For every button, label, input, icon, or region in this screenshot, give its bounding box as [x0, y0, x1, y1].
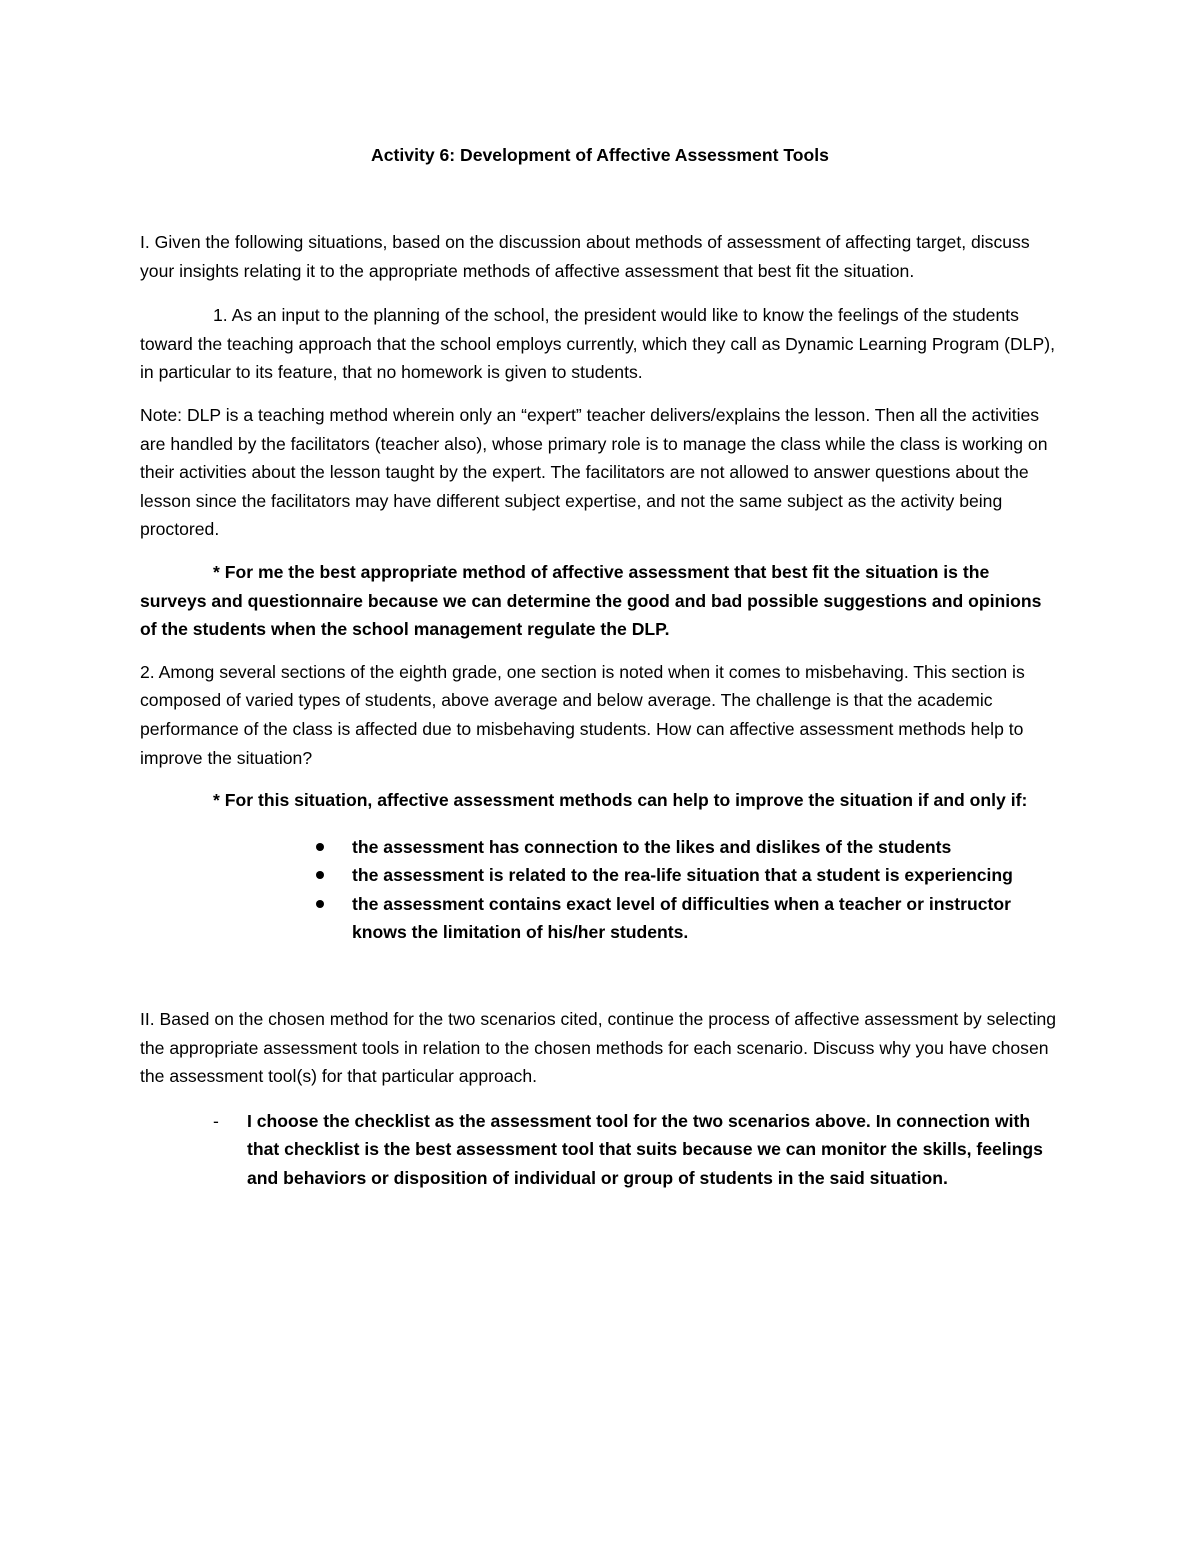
section2-intro: II. Based on the chosen method for the two scenarios cited, continue the process of affective assessment by selecting the appropriate assessment tools in relation to the chosen methods for each scenario. Discuss why you have chosen the assessment tool(s) for that particular approach. — [140, 1009, 1057, 1087]
bullet-icon — [316, 900, 324, 908]
bullet-icon — [316, 843, 324, 851]
list-item-text: the assessment has connection to the likes and dislikes of the students — [352, 836, 952, 857]
dash-marker: - — [213, 1110, 219, 1131]
question-1: 1. As an input to the planning of the school, the president would like to know the feelings of the students toward the teaching approach that the school employs currently, which they call as Dynamic Learning Program (DLP), in particular to its feature, that no homework is given to students. — [140, 305, 1055, 383]
document-title: Activity 6: Development of Affective Assessment Tools — [371, 145, 829, 165]
section2-answer-list — [140, 1107, 1060, 1193]
answer-2-bullet-list — [140, 833, 1060, 947]
list-item — [213, 1107, 1060, 1193]
question-2: 2. Among several sections of the eighth grade, one section is noted when it comes to misbehaving. This section is composed of varied types of students, above average and below average. The challenge is that the academic performance of the class is affected due to misbehaving students. How can affective assessment methods help to improve the situation? — [140, 661, 1025, 768]
section1-intro: I. Given the following situations, based on the discussion about methods of assessment of affecting target, discuss your insights relating it to the appropriate methods of affective assessment that best fit the situation. — [140, 232, 1030, 281]
section2-answer: I choose the checklist as the assessment tool for the two scenarios above. In connection with that checklist is the best assessment tool that suits because we can monitor the skills, feelings and behaviors or disposition of individual or group of students in the said situation. — [247, 1110, 1043, 1189]
list-item — [352, 861, 1060, 890]
list-item-text: the assessment contains exact level of difficulties when a teacher or instructor knows the limitation of his/her students. — [352, 893, 1012, 943]
dlp-note: Note: DLP is a teaching method wherein only an “expert” teacher delivers/explains the lesson. Then all the activities are handled by the facilitators (teacher also), whose primary role is to manage the class while the class is working on their activities about the lesson taught by the expert. The facilitators are not allowed to answer questions about the lesson since the facilitators may have different subject expertise, and not the same subject as the activity being proctored. — [140, 404, 1048, 540]
answer-2: * For this situation, affective assessment methods can help to improve the situation if and only if: — [213, 790, 1028, 811]
answer-1: * For me the best appropriate method of affective assessment that best fit the situation is the surveys and questionnaire because we can determine the good and bad possible suggestions and opinions of the students when the school management regulate the DLP. — [140, 561, 1042, 640]
list-item — [352, 833, 1060, 862]
list-item-text: the assessment is related to the rea-life situation that a student is experiencing — [352, 865, 1013, 886]
bullet-icon — [316, 871, 324, 879]
list-item — [352, 890, 1060, 947]
